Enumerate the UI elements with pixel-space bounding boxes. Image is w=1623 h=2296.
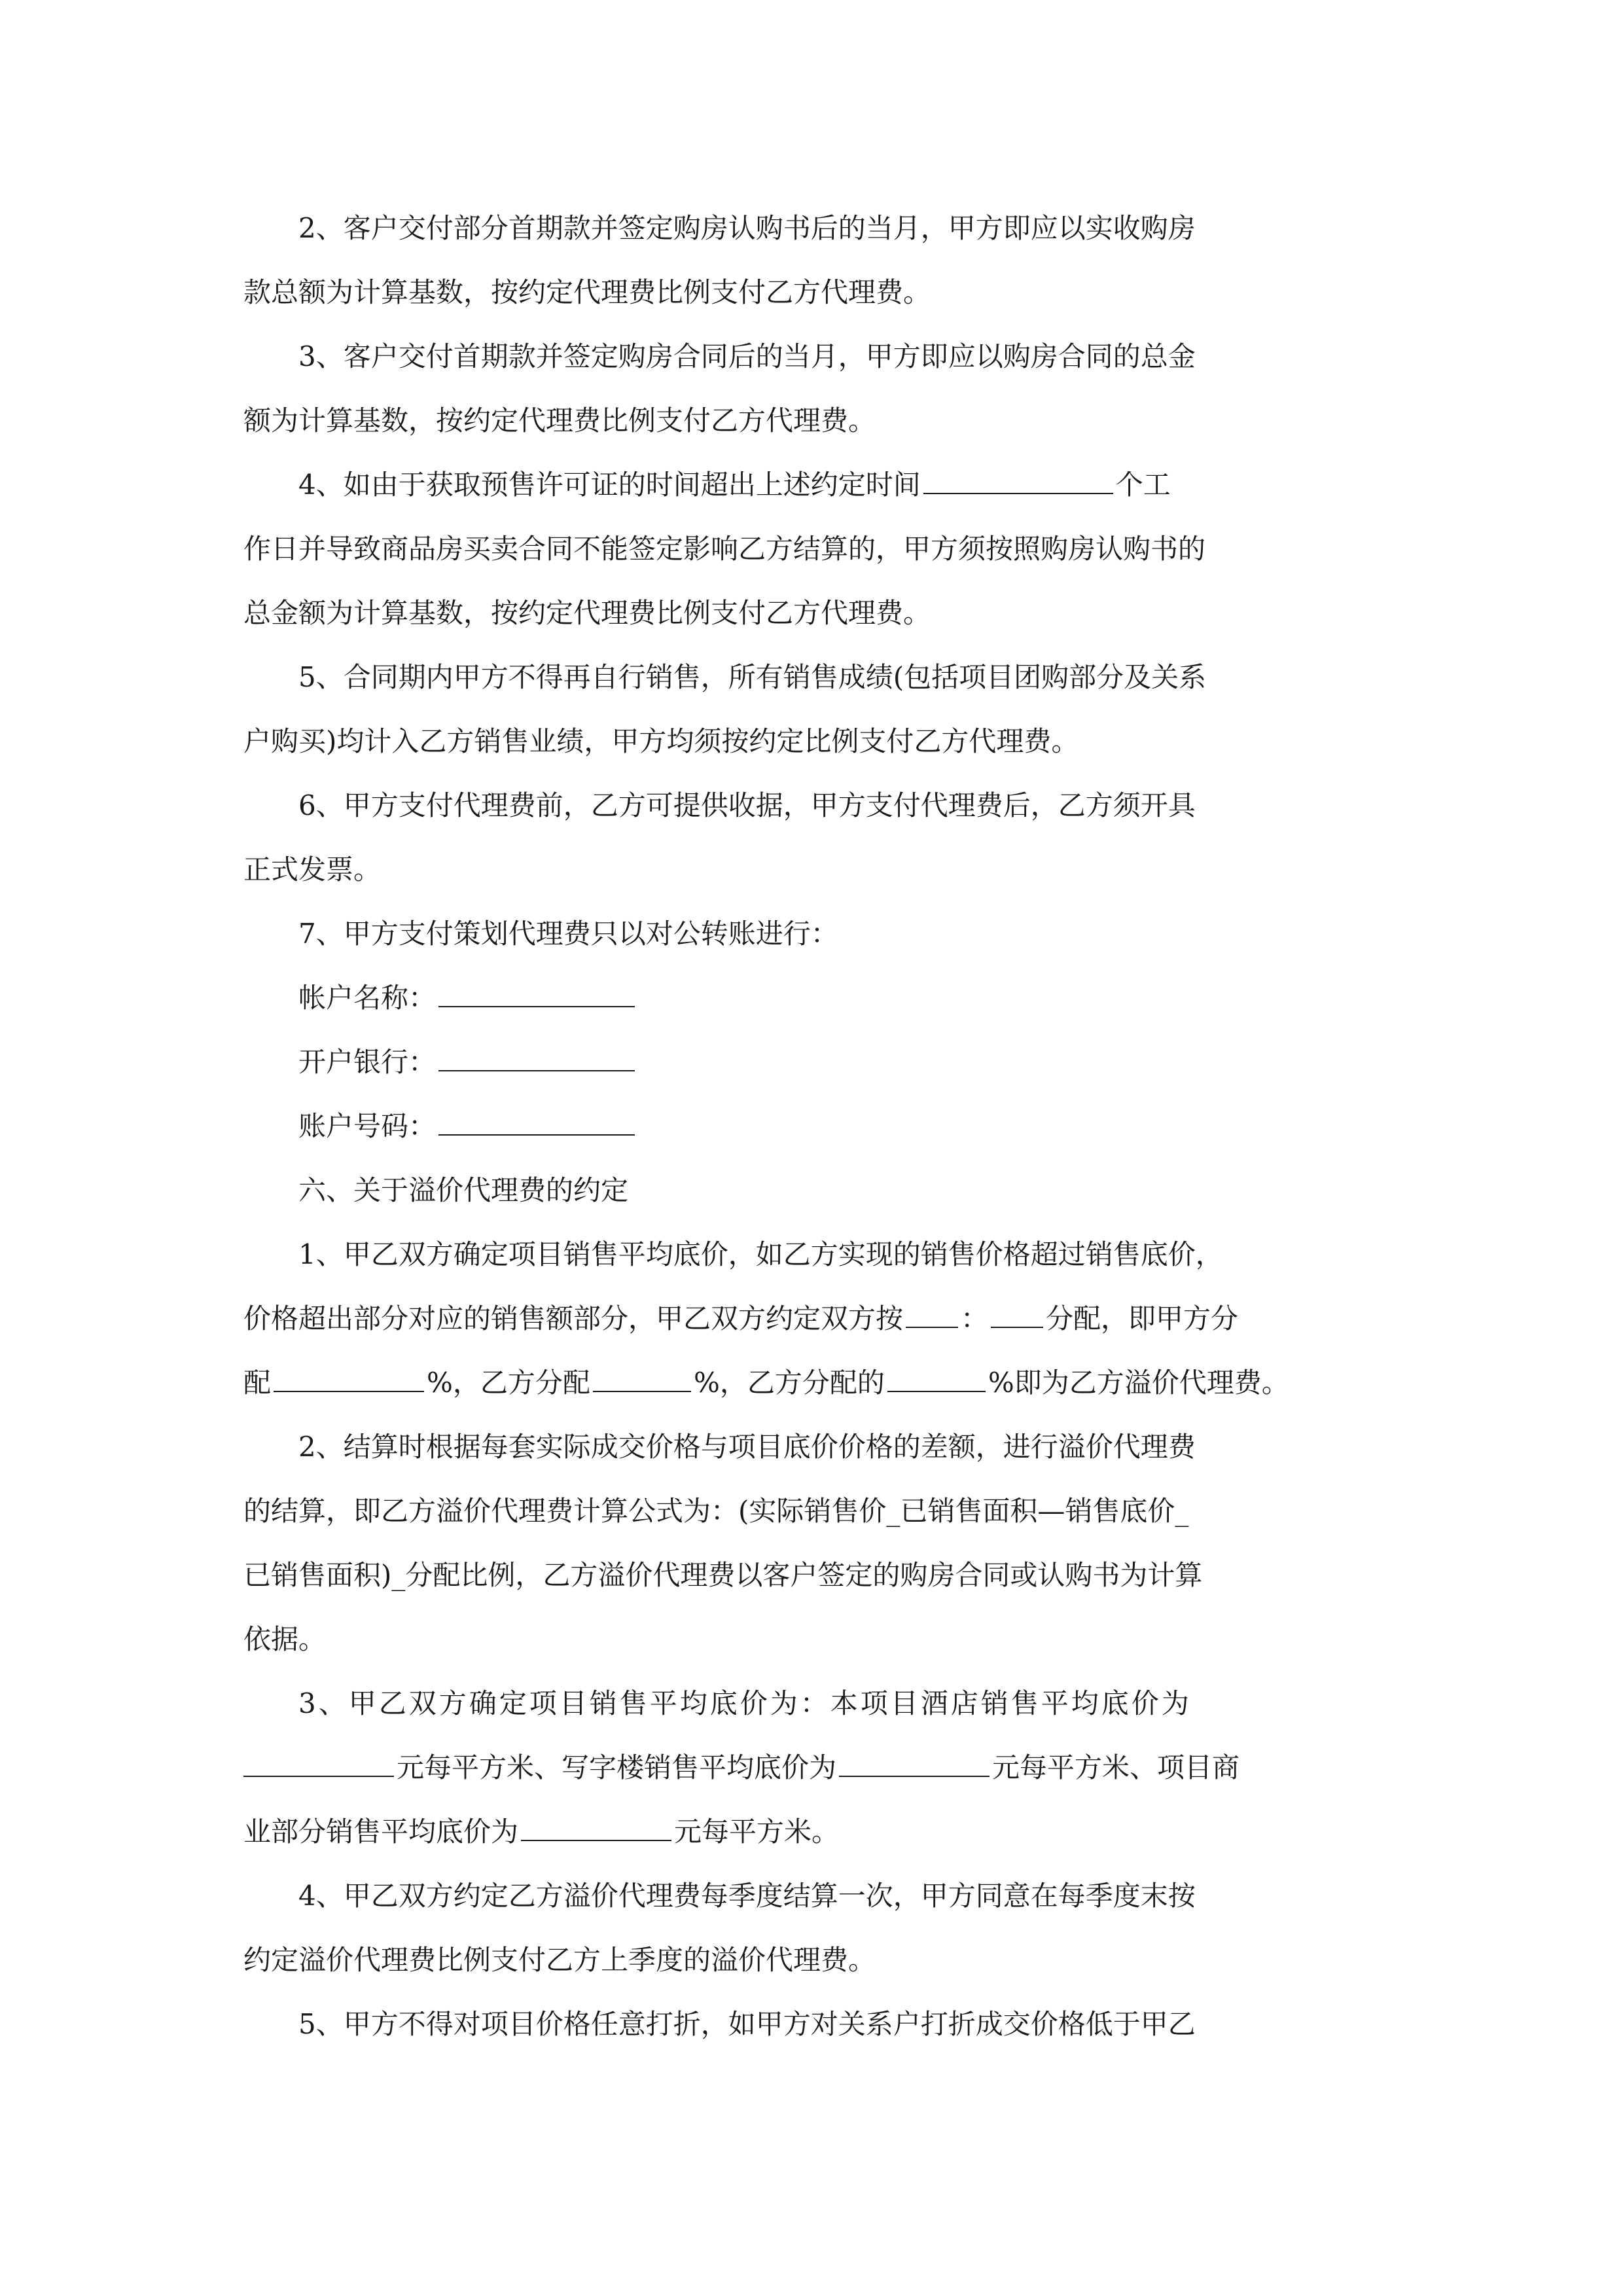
party-a-percent-blank (274, 1362, 424, 1392)
premium-clause-4-line-1: 4、甲乙双方约定乙方溢价代理费每季度结算一次，甲方同意在每季度末按 (298, 1880, 1196, 1912)
premium-clause-3 (243, 1672, 1382, 1864)
premium-clause-3-line-2 (243, 1736, 1382, 1800)
hotel-price-blank (243, 1747, 394, 1777)
bank-row (243, 1030, 1382, 1094)
account-fields (243, 966, 1382, 1158)
party-b-share-blank (887, 1362, 986, 1392)
clause-2-line-1: 2、客户交付部分首期款并签定购房认购书后的当月，甲方即应以实收购房 (298, 212, 1196, 244)
account-name-label: 帐户名称： (298, 982, 437, 1014)
clause-4 (243, 453, 1382, 645)
account-number-label: 账户号码： (298, 1110, 437, 1142)
clause-4-line-1 (243, 453, 1382, 517)
premium-clause-1-text-c: 分配，即甲方分 (1046, 1302, 1239, 1335)
premium-clause-2-line-4: 依据。 (243, 1623, 327, 1655)
bank-blank (438, 1041, 635, 1071)
premium-clause-3-text-a: 元每平方米、写字楼销售平均底价为 (397, 1751, 837, 1784)
premium-clause-1-text-d: 配 (243, 1367, 272, 1399)
clause-2 (243, 196, 1382, 325)
account-name-row (243, 966, 1382, 1030)
clause-4-line-3: 总金额为计算基数，按约定代理费比例支付乙方代理费。 (243, 597, 931, 629)
clause-3-line-2: 额为计算基数，按约定代理费比例支付乙方代理费。 (243, 404, 876, 437)
clause-4-text-a: 4、如由于获取预售许可证的时间超出上述约定时间 (298, 469, 921, 501)
premium-clause-3-text-d: 元每平方米。 (674, 1816, 840, 1848)
document-body (243, 196, 1382, 2056)
clause-7-line-1: 7、甲方支付策划代理费只以对公转账进行： (298, 918, 838, 950)
premium-clause-5 (243, 1992, 1382, 2056)
premium-clause-2-line-2: 的结算，即乙方溢价代理费计算公式为：(实际销售价_已销售面积—销售底价_ (243, 1495, 1189, 1527)
premium-clause-5-line-1: 5、甲方不得对项目价格任意打折，如甲方对关系户打折成交价格低于甲乙 (298, 2008, 1196, 2040)
clause-5-line-1: 5、合同期内甲方不得再自行销售，所有销售成绩(包括项目团购部分及关系 (298, 661, 1207, 693)
clause-6-line-2: 正式发票。 (243, 853, 382, 886)
clause-5-line-2: 户购买)均计入乙方销售业绩，甲方均须按约定比例支付乙方代理费。 (243, 725, 1079, 757)
clause-3 (243, 325, 1382, 453)
premium-clause-3-text-c: 业部分销售平均底价为 (243, 1816, 519, 1848)
premium-clause-4 (243, 1864, 1382, 1992)
premium-clause-1-colon: ： (961, 1302, 989, 1335)
premium-clause-4-line-2: 约定溢价代理费比例支付乙方上季度的溢价代理费。 (243, 1944, 876, 1976)
clause-6-line-1: 6、甲方支付代理费前，乙方可提供收据，甲方支付代理费后，乙方须开具 (298, 789, 1196, 821)
premium-clause-3-line-1: 3、甲乙双方确定项目销售平均底价为：本项目酒店销售平均底价为 (298, 1687, 1192, 1719)
clause-6 (243, 774, 1382, 902)
office-price-blank (839, 1747, 990, 1777)
clause-4-line-2: 作日并导致商品房买卖合同不能签定影响乙方结算的，甲方须按照购房认购书的 (243, 533, 1206, 565)
commercial-price-blank (521, 1811, 671, 1841)
clause-4-text-b: 个工 (1115, 469, 1171, 501)
premium-clause-1 (243, 1223, 1382, 1415)
party-b-percent-blank (593, 1362, 691, 1392)
account-number-row (243, 1094, 1382, 1158)
premium-clause-1-text-f: %，乙方分配的 (693, 1367, 885, 1399)
clause-2-line-2: 款总额为计算基数，按约定代理费比例支付乙方代理费。 (243, 276, 931, 308)
ratio-blank-1 (906, 1298, 958, 1328)
clause-5 (243, 645, 1382, 774)
clause-3-line-1: 3、客户交付首期款并签定购房合同后的当月，甲方即应以购房合同的总金 (298, 340, 1196, 372)
bank-label: 开户银行： (298, 1046, 437, 1078)
premium-clause-1-text-g: %即为乙方溢价代理费。 (988, 1367, 1289, 1399)
premium-clause-1-text-a: 价格超出部分对应的销售额部分，甲乙双方约定双方按 (243, 1302, 904, 1335)
days-blank (923, 464, 1113, 494)
premium-clause-1-line-3 (243, 1351, 1382, 1415)
premium-clause-1-line-2 (243, 1287, 1382, 1351)
clause-7 (243, 902, 1382, 966)
account-name-blank (438, 977, 635, 1007)
premium-clause-1-line-1: 1、甲乙双方确定项目销售平均底价，如乙方实现的销售价格超过销售底价， (298, 1238, 1223, 1270)
premium-clause-3-line-3 (243, 1800, 1382, 1864)
premium-clause-2-line-1: 2、结算时根据每套实际成交价格与项目底价价格的差额，进行溢价代理费 (298, 1431, 1196, 1463)
premium-clause-1-text-e: %，乙方分配 (427, 1367, 590, 1399)
premium-clause-2-line-3: 已销售面积)_分配比例，乙方溢价代理费以客户签定的购房合同或认购书为计算 (243, 1559, 1203, 1591)
premium-clause-3-text-b: 元每平方米、项目商 (992, 1751, 1240, 1784)
section-heading: 六、关于溢价代理费的约定 (298, 1174, 629, 1206)
premium-clause-2 (243, 1415, 1382, 1672)
ratio-blank-2 (991, 1298, 1043, 1328)
account-number-blank (438, 1105, 635, 1136)
